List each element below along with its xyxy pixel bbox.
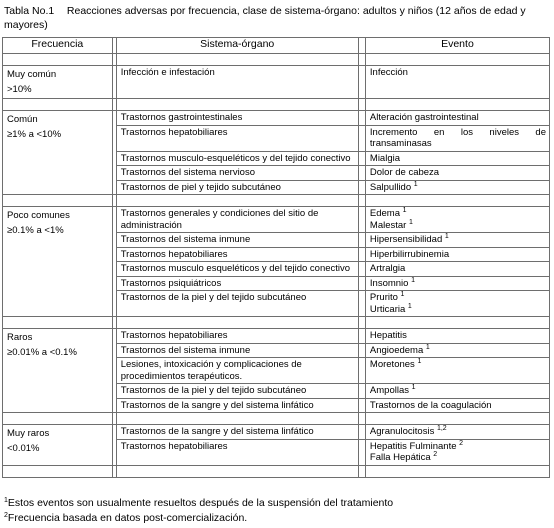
spacer-cell	[358, 54, 365, 66]
gap-cell	[358, 111, 365, 126]
header-frecuencia: Frecuencia	[3, 38, 113, 54]
adverse-reactions-table	[2, 37, 550, 478]
event-cell	[365, 151, 549, 166]
event-cell	[365, 166, 549, 181]
header-evento: Evento	[365, 38, 549, 54]
event-text: Moretones	[369, 359, 415, 370]
spacer-cell	[358, 195, 365, 207]
system-organ-cell: Trastornos musculo-esqueléticos y del tejido conectivo	[116, 151, 358, 166]
frequency-range: ≥0.1% a <1%	[7, 225, 64, 236]
system-organ-cell: Trastornos de piel y tejido subcutáneo	[116, 180, 358, 195]
frequency-cell	[3, 329, 113, 413]
gap-cell	[358, 384, 365, 399]
system-organ-cell: Trastornos de la piel y del tejido subcutáneo	[116, 291, 358, 317]
event-line	[370, 167, 546, 179]
event-line	[370, 127, 546, 139]
gap-cell	[358, 276, 365, 291]
event-text: Hepatitis Fulminante	[369, 440, 457, 452]
event-text: Insomnio	[369, 277, 409, 289]
system-organ-cell: Trastornos psiquiátricos	[116, 276, 358, 291]
gap-cell	[358, 425, 365, 440]
event-line	[370, 441, 546, 453]
system-organ-cell: Trastornos gastrointestinales	[116, 111, 358, 126]
spacer-cell	[365, 99, 549, 111]
event-line	[370, 112, 546, 124]
spacer-cell	[358, 465, 365, 477]
frequency-cell	[3, 207, 113, 317]
spacer-cell	[116, 465, 358, 477]
system-organ-cell: Trastornos del sistema inmune	[116, 343, 358, 358]
event-line	[370, 345, 546, 357]
frequency-range: ≥1% a <10%	[7, 129, 62, 140]
gap-cell	[358, 66, 365, 99]
gap-cell	[358, 439, 365, 465]
table-row	[3, 66, 550, 99]
event-text: Agranulocitosis	[369, 426, 435, 437]
footnote-ref: 1	[417, 358, 422, 365]
spacer-cell	[365, 317, 549, 329]
event-line	[370, 67, 546, 79]
system-organ-cell: Trastornos musculo esqueléticos y del tejido conectivo	[116, 262, 358, 277]
table-label: Tabla No.1	[4, 5, 55, 17]
footnote-ref: 1	[407, 302, 412, 310]
event-text: Hipersensibilidad	[369, 234, 443, 245]
event-text: Hiperbilirrubinemia	[369, 248, 450, 260]
spacer-row	[3, 54, 550, 66]
footnote-ref: 2	[459, 439, 464, 447]
footnote-ref: 1	[444, 233, 449, 240]
event-cell	[365, 358, 549, 384]
event-text: Incremento en los niveles de	[369, 126, 546, 138]
frequency-range: ≥0.01% a <0.1%	[7, 347, 77, 358]
event-line	[370, 249, 546, 261]
event-text: Ampollas	[369, 385, 409, 396]
footnote-ref: 1	[400, 291, 405, 298]
event-cell	[365, 398, 549, 413]
footnote-2	[4, 511, 550, 526]
spacer-cell	[365, 465, 549, 477]
spacer-cell	[365, 413, 549, 425]
event-line	[370, 292, 546, 304]
event-text: Falla Hepática	[369, 452, 431, 463]
gap-cell	[358, 247, 365, 262]
event-text: Infección	[369, 67, 408, 78]
header-gap	[358, 38, 365, 54]
spacer-cell	[116, 54, 358, 66]
spacer-row	[3, 465, 550, 477]
spacer-row	[3, 99, 550, 111]
event-cell	[365, 66, 549, 99]
event-text: Trastornos de la coagulación	[369, 399, 492, 411]
footnote-ref: 1	[402, 207, 407, 214]
footnote-ref: 2	[433, 451, 438, 458]
event-text: Salpullido	[369, 181, 412, 193]
system-organ-cell: Trastornos generales y condiciones del sitio de administración	[116, 207, 358, 233]
system-organ-cell: Trastornos de la sangre y del sistema linfático	[116, 398, 358, 413]
table-row	[3, 425, 550, 440]
event-text: Prurito	[369, 292, 398, 303]
gap-cell	[358, 151, 365, 166]
gap-cell	[358, 166, 365, 181]
frequency-cell	[3, 425, 113, 466]
spacer-cell	[3, 99, 113, 111]
event-line	[370, 426, 546, 438]
header-sistema: Sistema-órgano	[116, 38, 358, 54]
gap-cell	[358, 233, 365, 248]
header-row	[3, 38, 550, 54]
gap-cell	[358, 207, 365, 233]
event-line	[370, 330, 546, 342]
frequency-name: Poco comunes	[7, 210, 70, 221]
footnote-1	[4, 496, 550, 511]
spacer-row	[3, 195, 550, 207]
event-line	[370, 452, 546, 464]
frequency-range: >10%	[7, 84, 32, 95]
event-text-continued: transaminasas	[369, 138, 432, 149]
event-cell	[365, 125, 549, 151]
event-cell	[365, 111, 549, 126]
spacer-cell	[358, 413, 365, 425]
event-cell	[365, 425, 549, 440]
spacer-cell	[116, 195, 358, 207]
event-text: Edema	[369, 208, 401, 219]
footnote-ref: 1	[425, 343, 430, 351]
event-cell	[365, 233, 549, 248]
spacer-cell	[116, 413, 358, 425]
gap-cell	[358, 358, 365, 384]
event-line	[370, 153, 546, 165]
footnote-text: Estos eventos son usualmente resueltos después de la suspensión del tratamiento	[7, 497, 394, 509]
table-caption	[4, 4, 548, 32]
spacer-row	[3, 413, 550, 425]
system-organ-cell: Lesiones, intoxicación y complicaciones de procedimientos terapéuticos.	[116, 358, 358, 384]
table-title: Reacciones adversas por frecuencia, clase de sistema-órgano: adultos y niños (12 años de edad y mayores)	[4, 5, 526, 31]
event-line	[370, 182, 546, 194]
table-row	[3, 207, 550, 233]
footnote-ref: 1,2	[436, 425, 447, 432]
spacer-cell	[3, 54, 113, 66]
event-line	[370, 359, 546, 371]
frequency-range: <0.01%	[7, 443, 40, 454]
spacer-cell	[116, 99, 358, 111]
system-organ-cell: Trastornos del sistema nervioso	[116, 166, 358, 181]
footnote-text: Frecuencia basada en datos post-comercialización.	[7, 512, 248, 524]
system-organ-cell: Trastornos hepatobiliares	[116, 439, 358, 465]
spacer-cell	[3, 413, 113, 425]
spacer-cell	[116, 317, 358, 329]
spacer-cell	[3, 317, 113, 329]
event-text: Artralgia	[369, 263, 406, 274]
event-text: Alteración gastrointestinal	[369, 112, 479, 123]
frequency-cell	[3, 66, 113, 99]
event-cell	[365, 180, 549, 195]
gap-cell	[358, 329, 365, 344]
event-text: Angioedema	[369, 344, 424, 356]
event-line	[370, 278, 546, 290]
frequency-name: Raros	[7, 332, 33, 343]
gap-cell	[358, 343, 365, 358]
spacer-cell	[365, 54, 549, 66]
gap-cell	[358, 291, 365, 317]
event-cell	[365, 384, 549, 399]
frequency-name: Muy común	[7, 69, 57, 80]
event-cell	[365, 207, 549, 233]
event-cell	[365, 276, 549, 291]
event-text: Hepatitis	[369, 330, 407, 341]
gap-cell	[358, 398, 365, 413]
event-cell	[365, 343, 549, 358]
gap-cell	[358, 180, 365, 195]
spacer-row	[3, 317, 550, 329]
table-row	[3, 111, 550, 126]
event-line	[370, 208, 546, 220]
footnote-ref: 1	[413, 180, 418, 188]
footnote-mark: 1	[4, 497, 8, 504]
footnote-mark: 2	[4, 512, 8, 519]
spacer-cell	[358, 99, 365, 111]
event-cell	[365, 247, 549, 262]
footnote-ref: 1	[408, 218, 413, 226]
event-line	[370, 400, 546, 412]
spacer-cell	[358, 317, 365, 329]
frequency-name: Muy raros	[7, 428, 50, 439]
table-body	[3, 54, 550, 478]
system-organ-cell: Trastornos del sistema inmune	[116, 233, 358, 248]
footnotes	[4, 496, 550, 526]
frequency-name: Común	[7, 114, 38, 125]
event-text: Malestar	[369, 219, 407, 231]
event-line	[370, 234, 546, 246]
spacer-cell	[3, 195, 113, 207]
table-row	[3, 329, 550, 344]
system-organ-cell: Trastornos hepatobiliares	[116, 329, 358, 344]
footnote-ref: 1	[411, 384, 416, 391]
system-organ-cell: Infección e infestación	[116, 66, 358, 99]
event-line	[370, 263, 546, 275]
spacer-cell	[3, 465, 113, 477]
event-cell	[365, 291, 549, 317]
spacer-cell	[365, 195, 549, 207]
system-organ-cell: Trastornos hepatobiliares	[116, 247, 358, 262]
event-text: Mialgia	[369, 152, 401, 164]
gap-cell	[358, 262, 365, 277]
event-line	[370, 304, 546, 316]
footnote-ref: 1	[411, 276, 416, 284]
event-cell	[365, 329, 549, 344]
system-organ-cell: Trastornos hepatobiliares	[116, 125, 358, 151]
gap-cell	[358, 125, 365, 151]
event-text: Dolor de cabeza	[369, 167, 440, 178]
frequency-cell	[3, 111, 113, 195]
system-organ-cell: Trastornos de la piel y del tejido subcutáneo	[116, 384, 358, 399]
system-organ-cell: Trastornos de la sangre y del sistema linfático	[116, 425, 358, 440]
event-line	[370, 220, 546, 232]
event-cell	[365, 262, 549, 277]
event-cell	[365, 439, 549, 465]
event-text: Urticaria	[369, 303, 406, 315]
event-line	[370, 385, 546, 397]
